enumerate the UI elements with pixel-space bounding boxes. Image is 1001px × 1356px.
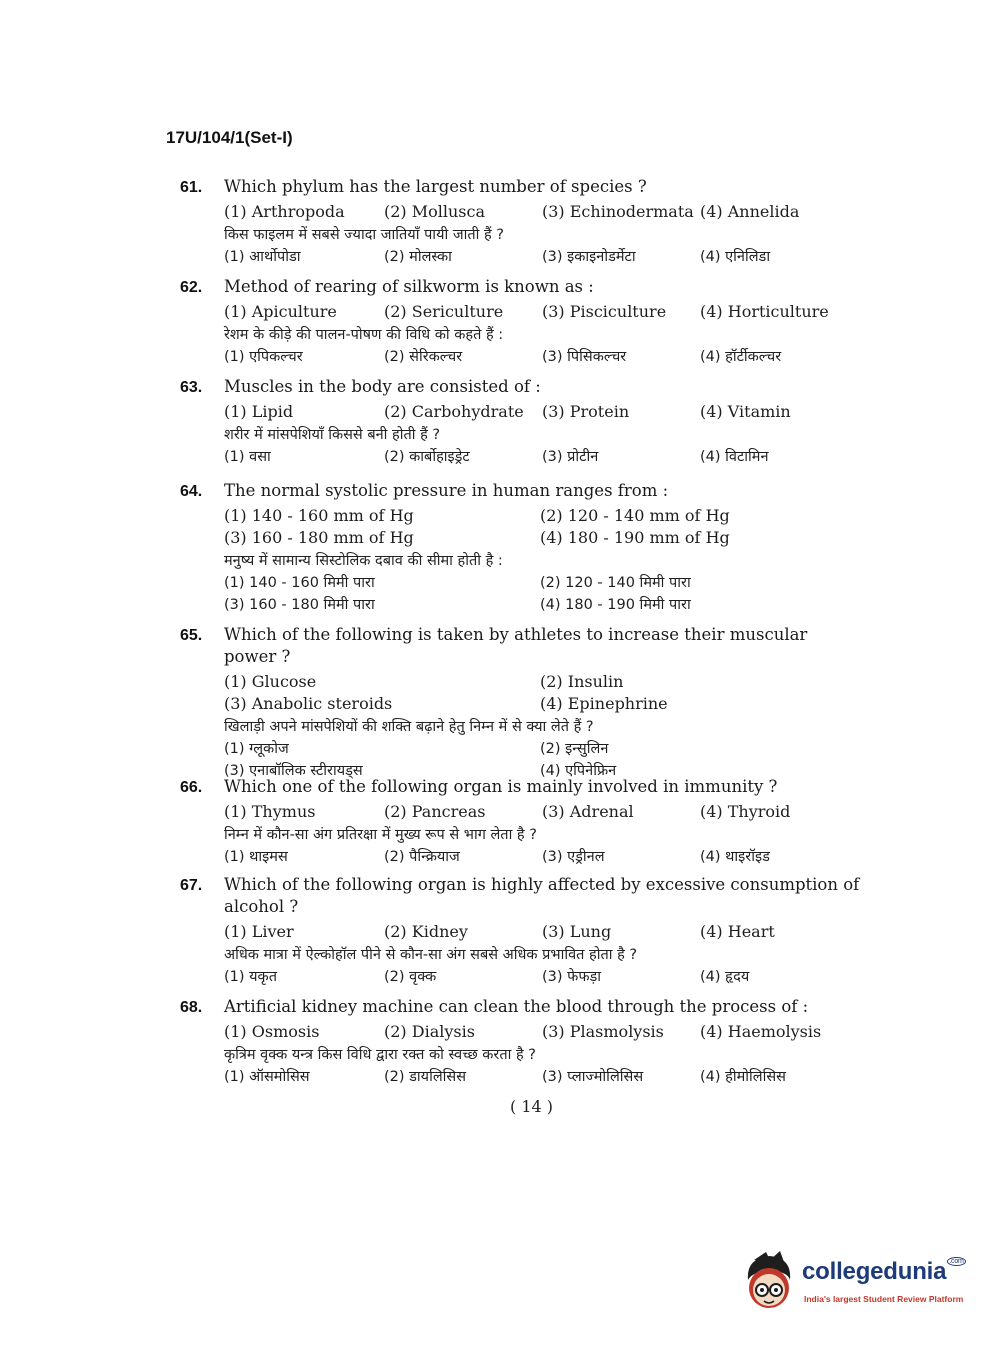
option-3-hi: (3) एड्रीनल — [542, 849, 605, 865]
question-text-en: Which phylum has the largest number of species ? — [224, 177, 647, 196]
option-3-hi: (3) प्रोटीन — [542, 449, 599, 465]
option-4-hi: (4) एनिलिडा — [700, 249, 771, 265]
question-text-en: Which of the following is taken by athletes to increase their muscular power ? — [224, 625, 808, 666]
option-4-en: (4) Annelida — [700, 202, 800, 221]
option-2-hi: (2) इन्सुलिन — [540, 741, 609, 757]
collegedunia-logo[interactable] — [740, 1250, 970, 1312]
option-2-en: (2) Pancreas — [384, 802, 486, 821]
question-text-hi: रेशम के कीड़े की पालन-पोषण की विधि को कहते हैं : — [224, 327, 504, 343]
option-4-en: (4) Haemolysis — [700, 1022, 822, 1041]
option-1-en: (1) Arthropoda — [224, 202, 345, 221]
question-text-hi: किस फाइलम में सबसे ज्यादा जातियाँ पायी जाती हैं ? — [224, 227, 504, 243]
option-2-en: (2) Mollusca — [384, 202, 486, 221]
option-4-hi: (4) एपिनेफ्रिन — [540, 763, 617, 779]
option-3-en: (3) Pisciculture — [542, 302, 667, 321]
question-text-hi: निम्न में कौन-सा अंग प्रतिरक्षा में मुख्य रूप से भाग लेता है ? — [224, 827, 537, 843]
option-3-hi: (3) एनाबॉलिक स्टीरायड्स — [224, 763, 363, 779]
question-text-en: Which of the following organ is highly affected by excessive consumption of alcohol ? — [224, 875, 860, 916]
option-1-hi: (1) ऑसमोसिस — [224, 1069, 310, 1085]
question-68 — [180, 996, 860, 1088]
question-number: 63. — [180, 379, 203, 396]
option-2-en: (2) 120 - 140 mm of Hg — [540, 506, 730, 525]
option-2-en: (2) Insulin — [540, 672, 624, 691]
option-1-hi: (1) ग्लूकोज — [224, 741, 289, 757]
question-text-hi: शरीर में मांसपेशियाँ किससे बनी होती हैं ? — [224, 427, 441, 443]
option-3-en: (3) 160 - 180 mm of Hg — [224, 528, 414, 547]
option-4-hi: (4) हॉर्टीकल्चर — [700, 349, 782, 365]
option-3-en: (3) Echinodermata — [542, 202, 694, 221]
question-number: 64. — [180, 483, 203, 500]
logo-suffix: .com — [949, 1258, 964, 1265]
option-2-hi: (2) कार्बोहाइड्रेट — [384, 449, 470, 465]
option-3-hi: (3) प्लाज्मोलिसिस — [542, 1069, 644, 1085]
option-1-en: (1) Liver — [224, 922, 294, 941]
question-text-hi: खिलाड़ी अपने मांसपेशियों की शक्ति बढ़ाने हेतु निम्न में से क्या लेते हैं ? — [224, 719, 594, 735]
option-4-hi: (4) हीमोलिसिस — [700, 1069, 786, 1085]
question-63 — [180, 376, 860, 468]
option-1-en: (1) Thymus — [224, 802, 316, 821]
option-1-hi: (1) एपिकल्चर — [224, 349, 303, 365]
option-4-en: (4) Thyroid — [700, 802, 791, 821]
question-number: 62. — [180, 279, 203, 296]
option-2-hi: (2) सेरिकल्चर — [384, 349, 463, 365]
option-4-hi: (4) विटामिन — [700, 449, 769, 465]
question-text-en: The normal systolic pressure in human ranges from : — [224, 481, 669, 500]
option-3-en: (3) Adrenal — [542, 802, 634, 821]
option-4-en: (4) Vitamin — [700, 402, 791, 421]
question-number: 68. — [180, 999, 203, 1016]
question-text-hi: कृत्रिम वृक्क यन्त्र किस विधि द्वारा रक्त को स्वच्छ करता है ? — [224, 1047, 536, 1063]
option-2-en: (2) Carbohydrate — [384, 402, 524, 421]
option-4-hi: (4) थाइरॉइड — [700, 849, 770, 865]
question-text-en: Artificial kidney machine can clean the blood through the process of : — [224, 997, 809, 1016]
option-2-hi: (2) मोलस्का — [384, 249, 452, 265]
question-65 — [180, 624, 860, 782]
question-text-hi: मनुष्य में सामान्य सिस्टोलिक दबाव की सीमा होती है : — [224, 553, 503, 569]
option-1-en: (1) Apiculture — [224, 302, 337, 321]
option-1-en: (1) 140 - 160 mm of Hg — [224, 506, 414, 525]
option-1-en: (1) Lipid — [224, 402, 294, 421]
option-3-hi: (3) 160 - 180 मिमी पारा — [224, 597, 375, 613]
option-1-en: (1) Osmosis — [224, 1022, 320, 1041]
question-number: 66. — [180, 779, 203, 796]
question-text-en: Muscles in the body are consisted of : — [224, 377, 541, 396]
option-4-en: (4) Horticulture — [700, 302, 829, 321]
option-4-hi: (4) 180 - 190 मिमी पारा — [540, 597, 691, 613]
option-4-en: (4) 180 - 190 mm of Hg — [540, 528, 730, 547]
option-3-hi: (3) फेफड़ा — [542, 969, 602, 985]
option-1-hi: (1) थाइमस — [224, 849, 288, 865]
option-2-en: (2) Dialysis — [384, 1022, 475, 1041]
option-3-en: (3) Protein — [542, 402, 630, 421]
option-4-hi: (4) हृदय — [700, 969, 750, 985]
question-67 — [180, 874, 860, 988]
page-number: ( 14 ) — [510, 1097, 554, 1116]
option-1-hi: (1) वसा — [224, 449, 271, 465]
option-3-hi: (3) पिसिकल्चर — [542, 349, 627, 365]
logo-tagline: India's largest Student Review Platform — [804, 1294, 964, 1304]
option-2-hi: (2) पैन्क्रियाज — [384, 849, 460, 865]
question-62 — [180, 276, 860, 368]
question-text-en: Which one of the following organ is mainly involved in immunity ? — [224, 777, 778, 796]
option-1-en: (1) Glucose — [224, 672, 317, 691]
question-number: 67. — [180, 877, 203, 894]
paper-code: 17U/104/1(Set-I) — [166, 128, 293, 147]
option-1-hi: (1) यकृत — [224, 969, 277, 985]
option-1-hi: (1) आर्थोपोडा — [224, 249, 301, 265]
logo-wordmark: collegedunia $^{.com}$ — [802, 1258, 964, 1285]
question-text-en: Method of rearing of silkworm is known as : — [224, 277, 594, 296]
question-text-hi: अधिक मात्रा में ऐल्कोहॉल पीने से कौन-सा अंग सबसे अधिक प्रभावित होता है ? — [224, 947, 638, 963]
option-1-hi: (1) 140 - 160 मिमी पारा — [224, 575, 375, 591]
option-3-en: (3) Plasmolysis — [542, 1022, 664, 1041]
option-3-en: (3) Lung — [542, 922, 612, 941]
option-4-en: (4) Heart — [700, 922, 775, 941]
option-2-hi: (2) 120 - 140 मिमी पारा — [540, 575, 691, 591]
question-66 — [180, 776, 860, 868]
option-2-en: (2) Kidney — [384, 922, 468, 941]
question-64 — [180, 480, 860, 616]
option-2-hi: (2) डायलिसिस — [384, 1069, 467, 1085]
option-4-en: (4) Epinephrine — [540, 694, 668, 713]
option-2-hi: (2) वृक्क — [384, 969, 437, 985]
option-3-en: (3) Anabolic steroids — [224, 694, 393, 713]
option-2-en: (2) Sericulture — [384, 302, 504, 321]
question-61 — [180, 176, 860, 268]
option-3-hi: (3) इकाइनोडर्मेटा — [542, 249, 636, 265]
question-number: 61. — [180, 179, 203, 196]
question-number: 65. — [180, 627, 203, 644]
mascot-icon — [740, 1250, 798, 1312]
